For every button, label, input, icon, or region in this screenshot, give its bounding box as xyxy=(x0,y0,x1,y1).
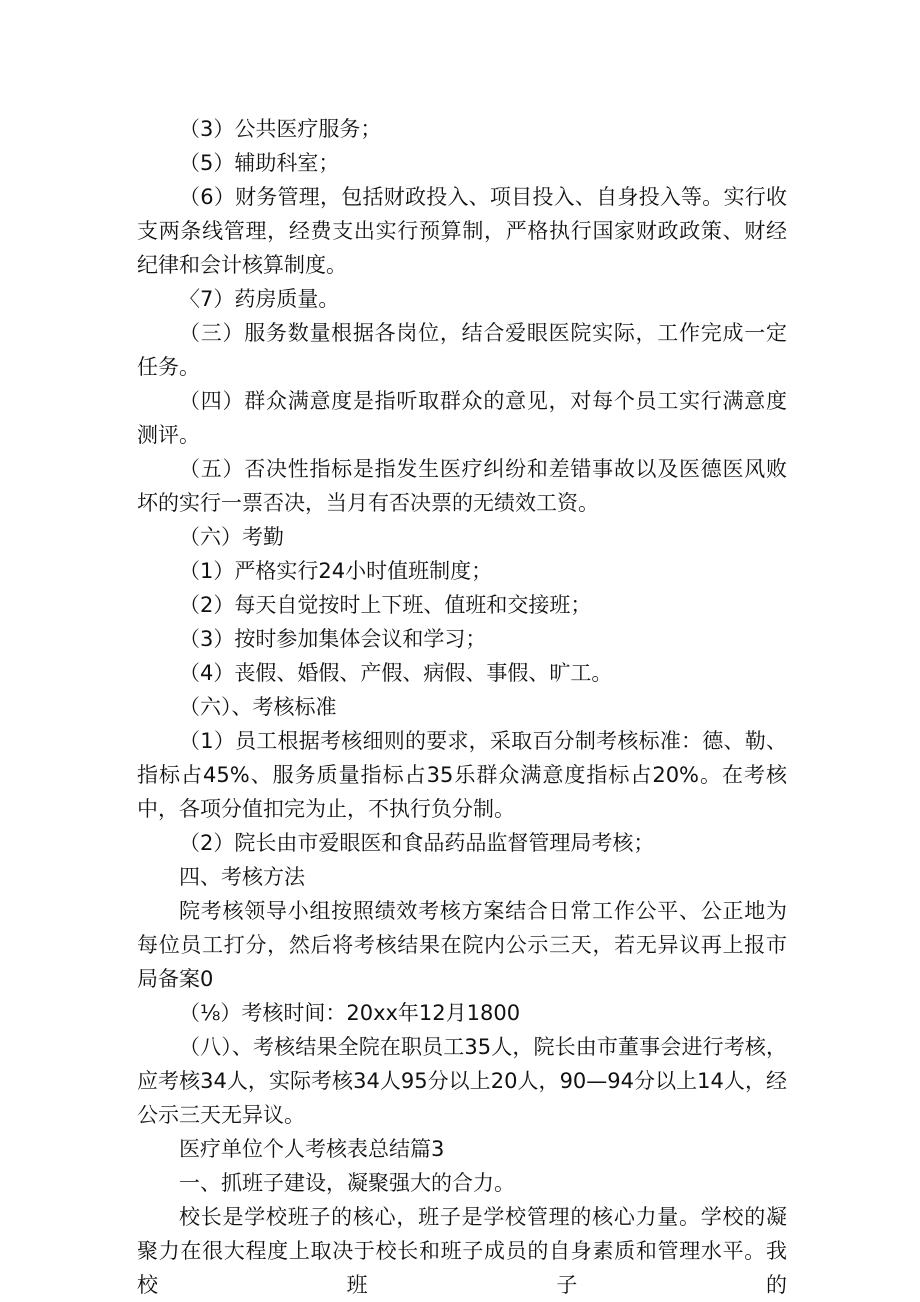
paragraph-11: （3）按时参加集体会议和学习； xyxy=(179,627,487,651)
paragraph-17: 院考核领导小组按照绩效考核方案结合日常工作公平、公正地为每位员工打分，然后将考核结果在院内公示三天，若无异议再上报市局备案0 xyxy=(137,899,787,991)
paragraph-9: （1）严格实行24小时值班制度； xyxy=(179,559,493,583)
paragraph-15: （2）院长由市爱眼医和食品药品监督管理局考核； xyxy=(179,831,655,855)
paragraph-2: （5）辅助科室； xyxy=(179,151,340,175)
paragraph-6: （四）群众满意度是指听取群众的意见，对每个员工实行满意度测评。 xyxy=(137,389,787,447)
paragraph-18: （⅛）考核时间：20xx年12月1800 xyxy=(179,1001,521,1025)
paragraph-3: （6）财务管理，包括财政投入、项目投入、自身投入等。实行收支两条线管理，经费支出实行预算制，严格执行国家财政政策、财经纪律和会计核算制度。 xyxy=(137,185,787,277)
paragraph-8: （六）考勤 xyxy=(179,525,284,549)
paragraph-16: 四、考核方法 xyxy=(179,865,305,889)
paragraph-22: 校长是学校班子的核心，班子是学校管理的核心力量。学校的凝聚力在很大程度上取决于校长和班子成员的自身素质和管理水平。我校班子的 xyxy=(137,1205,787,1297)
paragraph-5: （三）服务数量根据各岗位，结合爱眼医院实际，工作完成一定任务。 xyxy=(137,321,787,379)
paragraph-13: （六）、考核标准 xyxy=(179,695,337,719)
paragraph-14: （1）员工根据考核细则的要求，采取百分制考核标准：德、勒、指标占45%、服务质量指标占35乐群众满意度指标占20%。在考核中，各项分值扣完为止，不执行负分制。 xyxy=(137,729,787,821)
paragraph-19: （八）、考核结果全院在职员工35人，院长由市董事会进行考核，应考核34人，实际考核34人95分以上20人，90—94分以上14人，经公示三天无异议。 xyxy=(137,1035,787,1127)
document-body xyxy=(137,112,787,1302)
paragraph-1: （3）公共医疗服务； xyxy=(179,117,382,141)
paragraph-21: 一、抓班子建设，凝聚强大的合力。 xyxy=(179,1171,515,1195)
paragraph-20: 医疗单位个人考核表总结篇3 xyxy=(179,1137,445,1161)
paragraph-4: 〈7）药房质量。 xyxy=(179,287,340,311)
paragraph-7: （五）否决性指标是指发生医疗纠纷和差错事故以及医德医风败坏的实行一票否决，当月有否决票的无绩效工资。 xyxy=(137,457,787,515)
paragraph-12: （4）丧假、婚假、产假、病假、事假、旷工。 xyxy=(179,661,613,685)
paragraph-10: （2）每天自觉按时上下班、值班和交接班； xyxy=(179,593,592,617)
